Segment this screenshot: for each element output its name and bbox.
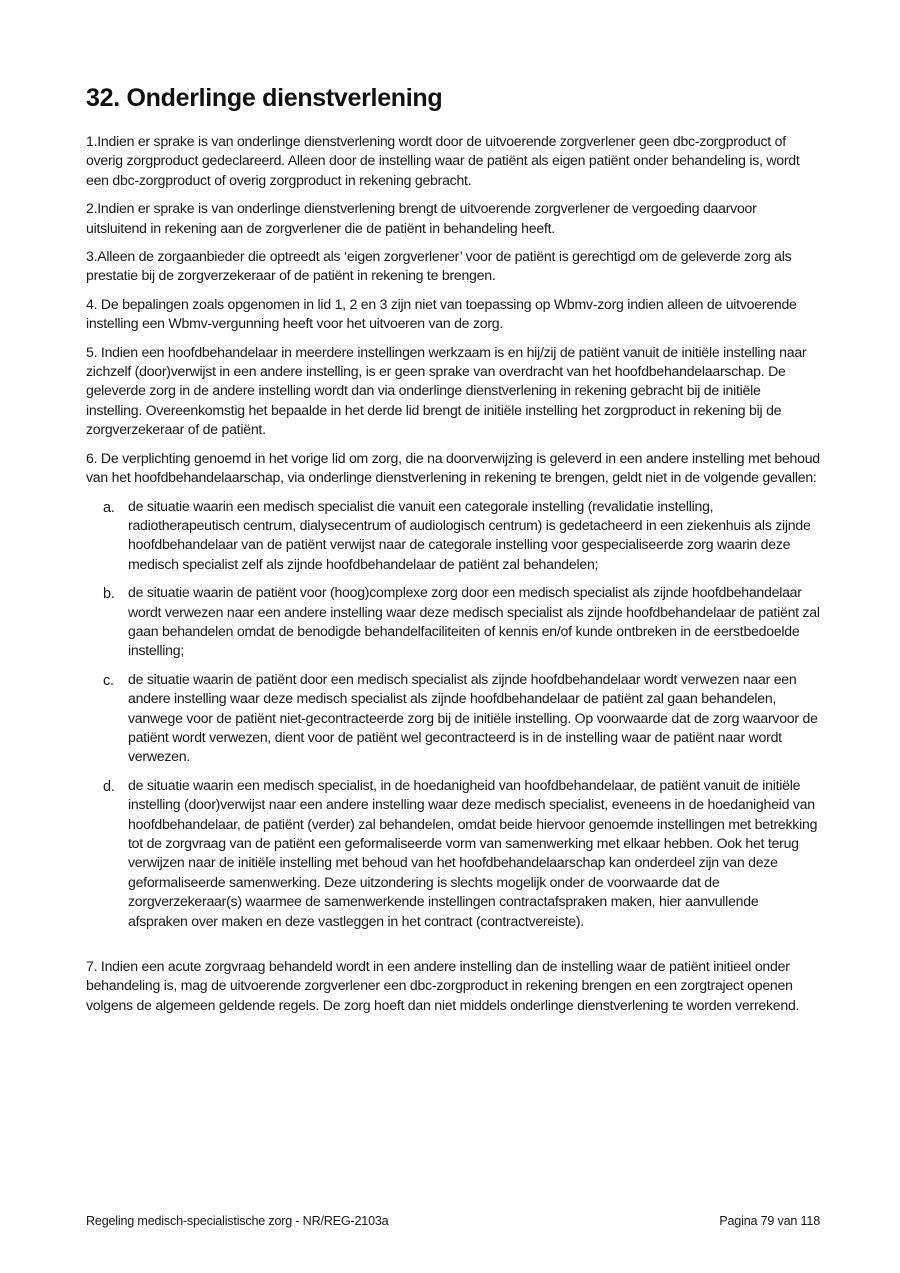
list-item-text: de situatie waarin een medisch specialist die vanuit een categorale instelling (revalidatie instelling, radiotherapeutisch centrum, dialysecentrum of audiologisch centrum) is gedetacheerd in een ziekenhuis als zijnde hoofdbehandelaar van de patiënt verwijst naar de categorale instelling voor gespecialiseerde zorg waarin deze medisch specialist zelf als zijnde hoofdbehandelaar de patiënt zal behandelen; bbox=[128, 497, 811, 572]
exceptions-list bbox=[86, 497, 820, 932]
paragraph-5: 5. Indien een hoofdbehandelaar in meerdere instellingen werkzaam is en hij/zij de patiënt vanuit de initiële instelling naar zichzelf (door)verwijst in een andere instelling, is er geen sprake van overdracht van het hoofdbehandelaarschap. De geleverde zorg in de andere instelling wordt dan via onderlinge dienstverlening in rekening gebracht bij de initiële instelling. Overeenkomstig het bepaalde in het derde lid brengt de initiële instelling het zorgproduct in rekening bij de zorgverzekeraar of de patiënt. bbox=[86, 343, 807, 438]
list-item-a bbox=[86, 497, 820, 575]
list-marker: d. bbox=[103, 778, 115, 795]
document-body bbox=[86, 132, 820, 1024]
paragraph-2: 2.Indien er sprake is van onderlinge dienstverlening brengt de uitvoerende zorgverlener de vergoeding daarvoor uitsluitend in rekening aan de zorgverlener die de patiënt in behandeling heeft. bbox=[86, 200, 757, 236]
list-item-b bbox=[86, 583, 820, 661]
paragraph-7: 7. Indien een acute zorgvraag behandeld wordt in een andere instelling dan de instelling waar de patiënt initieel onder behandeling is, mag de uitvoerende zorgverlener een dbc-zorgproduct in rekening brengen en een zorgtraject openen volgens de algemeen geldende regels. De zorg hoeft dan niet middels onderlinge dienstverlening te worden verrekend. bbox=[86, 958, 800, 1013]
list-item-c bbox=[86, 670, 820, 767]
list-marker: a. bbox=[103, 499, 115, 516]
footer-page-number: Pagina 79 van 118 bbox=[719, 1214, 820, 1228]
list-item-text: de situatie waarin een medisch specialist, in de hoedanigheid van hoofdbehandelaar, de patiënt vanuit de initiële instelling (door)verwijst naar een andere instelling waar deze medisch specialist, eveneens in de hoedanigheid van hoofdbehandelaar, de patiënt (verder) zal behandelen, omdat beide hiervoor genoemde instellingen met betrekking tot de zorgvraag van de patiënt een geformaliseerde vorm van samenwerking met elkaar hebben. Ook het terug verwijzen naar de initiële instelling met behoud van het hoofdbehandelaarschap kan onderdeel zijn van deze geformaliseerde samenwerking. Deze uitzondering is slechts mogelijk onder de voorwaarde dat de zorgverzekeraar(s) waarmee de samenwerkende instellingen contractafspraken maken, hier aanvullende afspraken over maken en deze vastleggen in het contract (contractvereiste). bbox=[128, 776, 818, 929]
list-marker: c. bbox=[103, 672, 114, 689]
paragraph-1: 1.Indien er sprake is van onderlinge dienstverlening wordt door de uitvoerende zorgverlener geen dbc-zorgproduct of overig zorgproduct gedeclareerd. Alleen door de instelling waar de patiënt als eigen patiënt onder behandeling is, wordt een dbc-zorgproduct of overig zorgproduct in rekening gebracht. bbox=[86, 133, 800, 188]
page-footer bbox=[86, 1214, 820, 1228]
paragraph-4: 4. De bepalingen zoals opgenomen in lid 1, 2 en 3 zijn niet van toepassing op Wbmv-zorg indien alleen de uitvoerende instelling een Wbmv-vergunning heeft voor het uitvoeren van de zorg. bbox=[86, 295, 797, 332]
paragraph-6: 6. De verplichting genoemd in het vorige lid om zorg, die na doorverwijzing is geleverd in een andere instelling met behoud van het hoofdbehandelaarschap, via onderlinge dienstverlening in rekening te brengen, geldt niet in de volgende gevallen: bbox=[86, 449, 820, 486]
list-item-text: de situatie waarin de patiënt voor (hoog)complexe zorg door een medisch specialist als zijnde hoofdbehandelaar wordt verwezen naar een andere instelling waar deze medisch specialist als zijnde hoofdbehandelaar de patiënt zal gaan behandelen omdat de benodigde behandelfaciliteiten of kennis en/of kunde ontbreken in de eerstbedoelde instelling; bbox=[128, 584, 820, 659]
list-item-text: de situatie waarin de patiënt door een medisch specialist als zijnde hoofdbehandelaar wordt verwezen naar een andere instelling waar deze medisch specialist als zijnde hoofdbehandelaar de patiënt zal gaan behandelen, vanwege voor de patiënt niet-gecontracteerde zorg bij de initiële instelling. Op voorwaarde dat de zorg waarvoor de patiënt wordt verwezen, dient voor de patiënt wel gecontracteerd is in de instelling waar de patiënt naar wordt verwezen. bbox=[128, 670, 818, 765]
page-title: 32. Onderlinge dienstverlening bbox=[86, 84, 443, 112]
list-item-d bbox=[86, 776, 820, 931]
footer-document-reference: Regeling medisch-specialistische zorg - NR/REG-2103a bbox=[86, 1214, 389, 1228]
list-marker: b. bbox=[103, 586, 115, 603]
paragraph-3: 3.Alleen de zorgaanbieder die optreedt als ‘eigen zorgverlener’ voor de patiënt is gerechtigd om de geleverde zorg als prestatie bij de zorgverzekeraar of de patiënt in rekening te brengen. bbox=[86, 248, 792, 284]
